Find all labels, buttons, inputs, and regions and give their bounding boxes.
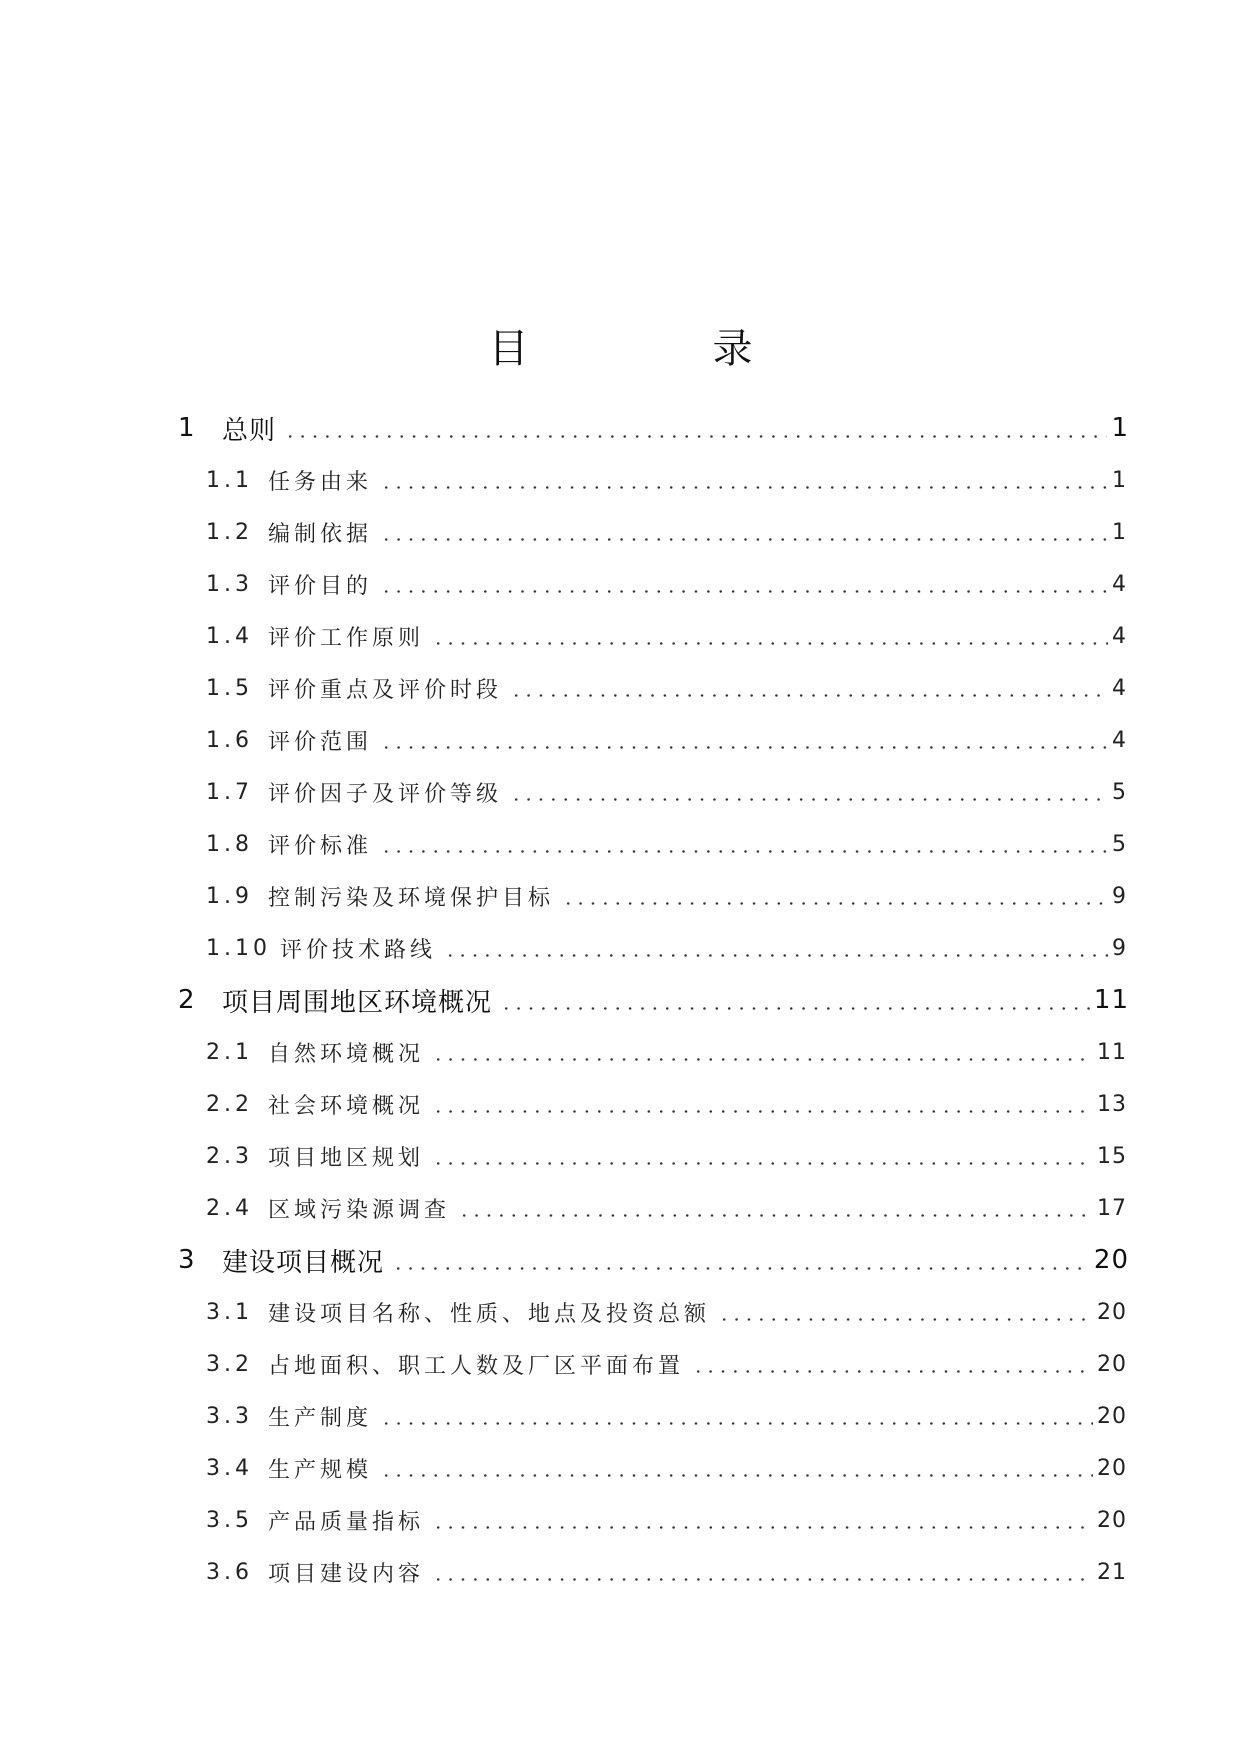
dot-leader bbox=[380, 538, 1108, 541]
dot-leader bbox=[432, 1526, 1093, 1529]
toc-section-entry[interactable] bbox=[0, 1338, 1241, 1390]
table-of-contents bbox=[0, 402, 1241, 1598]
dot-leader bbox=[432, 1162, 1093, 1165]
toc-section-entry[interactable] bbox=[0, 1390, 1241, 1442]
toc-section-entry[interactable] bbox=[0, 922, 1241, 974]
toc-section-entry[interactable] bbox=[0, 1026, 1241, 1078]
toc-entry-title: 评价标准 bbox=[268, 833, 373, 859]
toc-entry-number: 1.8 bbox=[206, 831, 253, 857]
dot-leader bbox=[380, 746, 1108, 749]
toc-entry-page-number: 4 bbox=[1112, 727, 1127, 753]
dot-leader bbox=[380, 850, 1108, 853]
toc-entry-page-number: 20 bbox=[1097, 1351, 1127, 1377]
toc-entry-title: 评价技术路线 bbox=[280, 937, 437, 963]
toc-entry-number: 3.5 bbox=[206, 1507, 253, 1533]
toc-entry-title: 生产制度 bbox=[268, 1405, 373, 1431]
toc-entry-title: 项目建设内容 bbox=[268, 1561, 425, 1587]
toc-entry-title: 社会环境概况 bbox=[268, 1093, 425, 1119]
page-title: 目 录 bbox=[488, 325, 825, 372]
toc-entry-number: 1.6 bbox=[206, 727, 253, 753]
dot-leader bbox=[562, 902, 1108, 905]
dot-leader bbox=[718, 1318, 1093, 1321]
toc-entry-page-number: 20 bbox=[1097, 1403, 1127, 1429]
dot-leader bbox=[510, 694, 1108, 697]
dot-leader bbox=[432, 1110, 1093, 1113]
toc-entry-number: 2.4 bbox=[206, 1195, 253, 1221]
toc-section-entry[interactable] bbox=[0, 558, 1241, 610]
toc-entry-title: 评价目的 bbox=[268, 573, 373, 599]
toc-section-entry[interactable] bbox=[0, 662, 1241, 714]
toc-section-entry[interactable] bbox=[0, 1442, 1241, 1494]
dot-leader bbox=[500, 1007, 1090, 1010]
toc-entry-page-number: 11 bbox=[1097, 1039, 1127, 1065]
toc-entry-number: 1.3 bbox=[206, 571, 253, 597]
toc-section-entry[interactable] bbox=[0, 1078, 1241, 1130]
toc-entry-title: 区域污染源调查 bbox=[268, 1197, 451, 1223]
toc-entry-page-number: 13 bbox=[1097, 1091, 1127, 1117]
toc-entry-page-number: 5 bbox=[1112, 779, 1127, 805]
toc-section-entry[interactable] bbox=[0, 870, 1241, 922]
toc-entry-page-number: 11 bbox=[1093, 985, 1129, 1015]
toc-entry-title: 项目地区规划 bbox=[268, 1145, 425, 1171]
toc-entry-number: 3.4 bbox=[206, 1455, 253, 1481]
toc-entry-title: 任务由来 bbox=[268, 469, 373, 495]
toc-entry-page-number: 5 bbox=[1112, 831, 1127, 857]
dot-leader bbox=[380, 486, 1108, 489]
toc-entry-page-number: 20 bbox=[1097, 1507, 1127, 1533]
dot-leader bbox=[692, 1370, 1093, 1373]
toc-entry-title: 项目周围地区环境概况 bbox=[222, 987, 493, 1018]
toc-section-entry[interactable] bbox=[0, 1286, 1241, 1338]
toc-entry-title: 生产规模 bbox=[268, 1457, 373, 1483]
toc-entry-page-number: 9 bbox=[1112, 935, 1127, 961]
toc-entry-number: 2.2 bbox=[206, 1091, 253, 1117]
toc-entry-number: 3 bbox=[178, 1245, 196, 1275]
toc-entry-page-number: 21 bbox=[1097, 1559, 1127, 1585]
dot-leader bbox=[458, 1214, 1093, 1217]
toc-entry-title: 评价范围 bbox=[268, 729, 373, 755]
dot-leader bbox=[284, 435, 1107, 438]
toc-entry-page-number: 4 bbox=[1112, 623, 1127, 649]
toc-entry-number: 1.10 bbox=[206, 935, 271, 961]
toc-entry-number: 1.1 bbox=[206, 467, 253, 493]
toc-section-entry[interactable] bbox=[0, 1182, 1241, 1234]
toc-chapter-entry[interactable] bbox=[0, 974, 1241, 1026]
toc-entry-number: 3.2 bbox=[206, 1351, 253, 1377]
toc-entry-page-number: 1 bbox=[1112, 467, 1127, 493]
dot-leader bbox=[444, 954, 1108, 957]
toc-entry-title: 评价因子及评价等级 bbox=[268, 781, 503, 807]
dot-leader bbox=[510, 798, 1108, 801]
toc-entry-title: 评价重点及评价时段 bbox=[268, 677, 503, 703]
toc-entry-page-number: 1 bbox=[1111, 413, 1129, 443]
toc-entry-page-number: 4 bbox=[1112, 571, 1127, 597]
toc-entry-title: 产品质量指标 bbox=[268, 1509, 425, 1535]
toc-entry-number: 3.1 bbox=[206, 1299, 253, 1325]
dot-leader bbox=[432, 642, 1108, 645]
toc-entry-page-number: 9 bbox=[1112, 883, 1127, 909]
dot-leader bbox=[380, 590, 1108, 593]
toc-section-entry[interactable] bbox=[0, 1130, 1241, 1182]
toc-entry-number: 1.2 bbox=[206, 519, 253, 545]
toc-section-entry[interactable] bbox=[0, 610, 1241, 662]
toc-entry-page-number: 4 bbox=[1112, 675, 1127, 701]
toc-entry-title: 评价工作原则 bbox=[268, 625, 425, 651]
toc-chapter-entry[interactable] bbox=[0, 1234, 1241, 1286]
toc-entry-page-number: 20 bbox=[1097, 1455, 1127, 1481]
toc-entry-number: 3.6 bbox=[206, 1559, 253, 1585]
toc-entry-number: 2.1 bbox=[206, 1039, 253, 1065]
toc-entry-page-number: 1 bbox=[1112, 519, 1127, 545]
toc-entry-page-number: 17 bbox=[1097, 1195, 1127, 1221]
toc-entry-title: 总则 bbox=[222, 415, 277, 446]
toc-entry-number: 3.3 bbox=[206, 1403, 253, 1429]
toc-section-entry[interactable] bbox=[0, 766, 1241, 818]
dot-leader bbox=[380, 1422, 1093, 1425]
toc-entry-number: 2 bbox=[178, 985, 196, 1015]
toc-entry-page-number: 20 bbox=[1097, 1299, 1127, 1325]
toc-entry-title: 编制依据 bbox=[268, 521, 373, 547]
toc-section-entry[interactable] bbox=[0, 818, 1241, 870]
toc-section-entry[interactable] bbox=[0, 1494, 1241, 1546]
toc-section-entry[interactable] bbox=[0, 1546, 1241, 1598]
toc-entry-number: 1.7 bbox=[206, 779, 253, 805]
toc-entry-number: 1.9 bbox=[206, 883, 253, 909]
toc-chapter-entry[interactable] bbox=[0, 402, 1241, 454]
toc-section-entry[interactable] bbox=[0, 714, 1241, 766]
toc-entry-title: 自然环境概况 bbox=[268, 1041, 425, 1067]
toc-entry-title: 控制污染及环境保护目标 bbox=[268, 885, 555, 911]
dot-leader bbox=[432, 1578, 1093, 1581]
toc-entry-title: 建设项目名称、性质、地点及投资总额 bbox=[268, 1301, 711, 1327]
toc-entry-title: 占地面积、职工人数及厂区平面布置 bbox=[268, 1353, 685, 1379]
toc-entry-page-number: 15 bbox=[1097, 1143, 1127, 1169]
toc-entry-page-number: 20 bbox=[1093, 1245, 1129, 1275]
toc-entry-title: 建设项目概况 bbox=[222, 1247, 385, 1278]
dot-leader bbox=[380, 1474, 1093, 1477]
toc-section-entry[interactable] bbox=[0, 506, 1241, 558]
dot-leader bbox=[432, 1058, 1093, 1061]
dot-leader bbox=[392, 1267, 1090, 1270]
toc-entry-number: 1.4 bbox=[206, 623, 253, 649]
toc-entry-number: 1.5 bbox=[206, 675, 253, 701]
toc-section-entry[interactable] bbox=[0, 454, 1241, 506]
toc-entry-number: 1 bbox=[178, 413, 196, 443]
toc-entry-number: 2.3 bbox=[206, 1143, 253, 1169]
